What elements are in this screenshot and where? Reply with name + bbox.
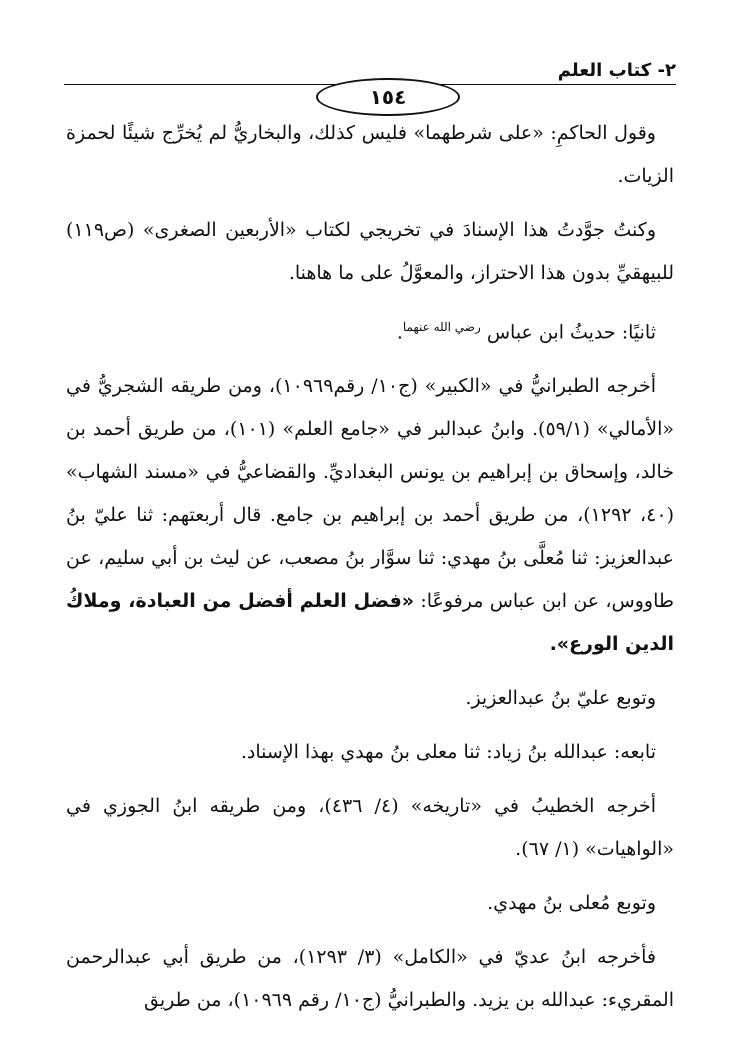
paragraph: وتوبع عليّ بنُ عبدالعزيز. (465, 687, 656, 710)
hadith-heading-paragraph: ثانيًا: حديثُ ابن عباس $^{رضي الله عنهما}$. (396, 320, 656, 344)
hadith-heading: ثانيًا: حديثُ ابن عباس (486, 321, 656, 344)
paragraph-text: أخرجه الطبرانيُّ في «الكبير» (ج١٠/ رقم١٠٩٦٩)، ومن طريقه الشجريُّ في «الأمالي» (٥٩/١). وابنُ عبدالبر في «جامع العلم» (١٠١)، من طريق أحمد بن خالد، وإسحاق بن إبراهيم بن يونس البغداديِّ. والقضاعيُّ في «مسند الشهاب» (٤٠، ١٢٩٢)، من طريق أحمد بن إبراهيم بن جامع. قال أربعتهم: ثنا عليّ بنُ عبدالعزيز: ثنا مُعلَّى بنُ مهدي: ثنا سوَّار بنُ مصعب، عن ليث بن أبي سليم، عن طاووس، عن ابن عباس مرفوعًا: (66, 375, 675, 613)
paragraph: فأخرجه ابنُ عديّ في «الكامل» (٣/ ١٢٩٣)، من طريق أبي عبدالرحمن المقريء: عبدالله بن يزيد. والطبرانيُّ (ج١٠/ رقم ١٠٩٦٩)، من طريق (66, 946, 674, 1012)
page-number: ١٥٤ (316, 78, 460, 116)
paragraph: وتوبع مُعلى بنُ مهدي. (487, 892, 656, 915)
paragraph: تابعه: عبدالله بنُ زياد: ثنا معلى بنُ مهدي بهذا الإسناد. (240, 741, 656, 764)
hadith-quote: «فضل العلم أفضل من العبادة، وملاكُ الدين الورع». (66, 590, 674, 656)
paragraph: وقول الحاكمِ: «على شرطهما» فليس كذلك، والبخاريُّ لم يُخرِّج شيئًا لحمزة الزيات. (66, 122, 674, 187)
page-header (64, 58, 676, 109)
paragraph (66, 365, 674, 666)
running-title: ٢- كتاب العلم (557, 60, 676, 81)
paragraph: وكنتُ جوَّدتُ هذا الإسنادَ في تخريجي لكتاب «الأربعين الصغرى» (ص١١٩) للبيهقيِّ بدون هذا الاحتراز، والمعوَّلُ على ما هاهنا. (66, 219, 674, 284)
body-text (66, 112, 674, 1033)
paragraph: أخرجه الخطيبُ في «تاريخه» (٤/ ٤٣٦)، ومن طريقه ابنُ الجوزي في «الواهيات» (١/ ٦٧). (66, 795, 674, 861)
honorific: رضي الله عنهما (402, 320, 481, 334)
